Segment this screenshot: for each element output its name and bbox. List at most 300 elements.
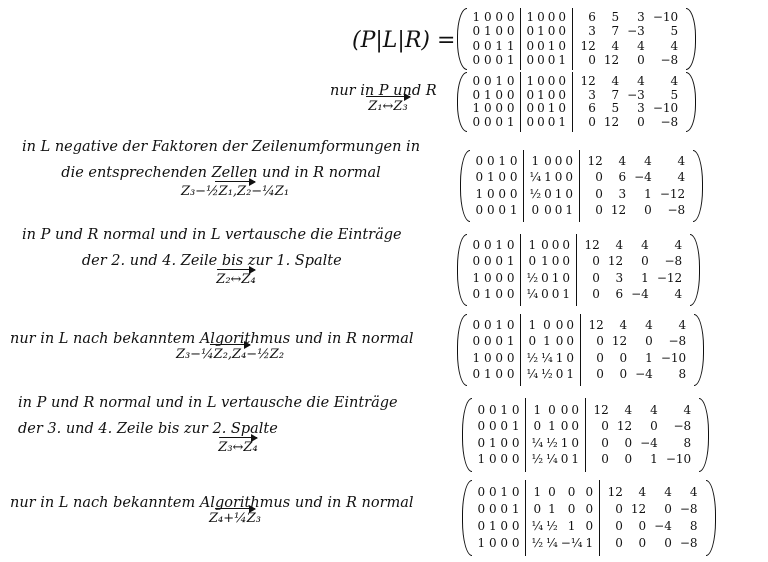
matrix-entry: 0 (554, 202, 563, 217)
step-2-op-text: Z₃−½Z₁,Z₂−¼Z₁ (180, 184, 290, 199)
matrix-entry: 8 (683, 435, 692, 450)
matrix-entry: 0 (547, 52, 556, 67)
matrix-entry: 0 (619, 366, 628, 381)
matrix-entry: 0 (551, 254, 560, 269)
matrix-entry: 12 (603, 52, 620, 67)
arrow-icon (215, 181, 255, 182)
matrix-entry: 0 (526, 115, 535, 130)
step-3-line-1: in P und R normal und in L vertausche die Einträge (22, 227, 402, 243)
arrow-icon (217, 269, 255, 270)
matrix-entry: 0 1 0 0 (475, 170, 518, 185)
matrix-entry: 0 (558, 10, 567, 25)
matrix-entry: 0 (645, 334, 653, 349)
matrix-entry: ¼ (526, 366, 539, 381)
matrix-entry: 5 (611, 10, 620, 25)
matrix-entry: 12 (603, 115, 620, 130)
matrix-entry: 12 (610, 202, 627, 217)
matrix-entry: −4 (635, 366, 653, 381)
step-5-op-text: Z₃↔Z₄ (218, 440, 258, 455)
left-parenthesis (457, 8, 467, 70)
matrix-entry: 0 (637, 52, 645, 67)
matrix-entry: 12 (616, 419, 633, 434)
matrix-entry: 0 (533, 502, 542, 516)
matrix-entry: 0 1 0 0 (472, 366, 515, 381)
matrix-entry: 0 (537, 10, 545, 25)
permutation-block (467, 234, 520, 306)
matrix-entry: 4 (674, 286, 683, 301)
matrix-entry: 5 (670, 87, 679, 102)
matrix-entry: 4 (641, 238, 649, 253)
matrix-entry: 4 (683, 402, 692, 417)
matrix-entry: 1 0 0 0 (472, 10, 515, 25)
matrix-entry: 0 (566, 318, 575, 333)
matrix-entry: ½ (526, 350, 539, 365)
matrix-entry: ¼ (541, 350, 553, 365)
matrix-entry: 0 (585, 485, 594, 499)
matrix-entry: −3 (627, 24, 645, 39)
matrix-entry: 3 (618, 186, 627, 201)
matrix-entry: 0 (664, 502, 672, 516)
matrix-entry: 1 (526, 10, 535, 25)
step-1-operation (360, 96, 416, 114)
arrow-icon (219, 437, 257, 438)
step-5-operation (200, 437, 276, 455)
matrix-entry: 0 (526, 87, 535, 102)
matrix-entry: 0 (554, 170, 563, 185)
matrix-0 (457, 8, 696, 70)
right-parenthesis (694, 314, 704, 386)
matrix-entry: 0 (615, 536, 623, 550)
matrix-entry: 0 (571, 402, 580, 417)
matrix-entry: 0 (624, 435, 633, 450)
matrix-entry: 0 (543, 318, 551, 333)
matrix-entry: 4 (664, 485, 672, 499)
lower-block (520, 72, 572, 132)
step-3-op-text: Z₂↔Z₄ (216, 272, 256, 287)
matrix-entry: 0 (619, 350, 628, 365)
matrix-entry: 0 (537, 52, 545, 67)
matrix-3 (457, 234, 700, 306)
matrix-entry: 0 (596, 334, 604, 349)
matrix-entry: −8 (660, 52, 679, 67)
matrix-entry: 3 (637, 10, 645, 25)
matrix-entry: 0 (571, 419, 580, 434)
permutation-block (467, 8, 520, 70)
matrix-entry: 1 (562, 286, 571, 301)
matrix-entry: 1 (531, 154, 540, 169)
matrix-entry: 0 (650, 419, 658, 434)
matrix-entry: 0 0 1 0 (475, 154, 518, 169)
left-parenthesis (460, 150, 470, 222)
matrix-entry: 0 (547, 87, 556, 102)
matrix-entry: 0 (537, 38, 545, 53)
matrix-entry: 0 0 0 1 (472, 115, 515, 130)
matrix-entry: 7 (611, 87, 620, 102)
matrix-entry: 0 0 0 1 (472, 334, 515, 349)
matrix-entry: 0 (637, 115, 645, 130)
matrix-entry: 0 (541, 286, 549, 301)
step-2-line-1: in L negative der Faktoren der Zeilenumformungen in (22, 139, 421, 155)
matrix-entry: 4 (650, 402, 658, 417)
matrix-entry: 0 (558, 73, 567, 88)
lower-block (520, 314, 580, 386)
matrix-entry: 1 0 0 0 (477, 536, 520, 550)
matrix-entry: 1 (571, 452, 580, 467)
matrix-entry: 0 (558, 87, 567, 102)
matrix-entry: 0 (601, 452, 609, 467)
matrix-entry: ½ (526, 270, 539, 285)
permutation-block (472, 480, 525, 556)
matrix-entry: 0 0 1 1 (472, 38, 515, 53)
matrix-entry: 6 (588, 101, 596, 116)
right-parenthesis (686, 72, 696, 132)
matrix-entry: 4 (619, 318, 628, 333)
matrix-entry: −12 (659, 186, 686, 201)
matrix-entry: 0 0 0 1 (477, 419, 520, 434)
matrix-entry: 3 (588, 24, 596, 39)
matrix-entry: ¼ (531, 519, 544, 533)
step-2-line-2: die entsprechenden Zellen und in R normal (61, 165, 381, 181)
matrix-entry: 1 (645, 350, 653, 365)
matrix-entry: −10 (665, 452, 692, 467)
matrix-entry: 0 (565, 154, 574, 169)
matrix-entry: 8 (689, 519, 698, 533)
matrix-entry: 0 1 0 0 (477, 435, 520, 450)
matrix-entry: 0 0 0 1 (475, 202, 518, 217)
matrix-entry: 0 0 0 1 (472, 254, 515, 269)
matrix-entry: 1 (533, 402, 542, 417)
matrix-entry: 4 (678, 318, 687, 333)
matrix-entry: 4 (670, 38, 679, 53)
matrix-entry: 12 (580, 73, 596, 88)
matrix-entry: 4 (637, 73, 645, 88)
matrix-entry: 0 (585, 502, 594, 516)
matrix-entry: 0 (562, 270, 571, 285)
matrix-entry: 0 (555, 366, 564, 381)
matrix-entry: 1 (554, 186, 563, 201)
matrix-entry: 0 (548, 485, 556, 499)
matrix-entry: 0 (537, 115, 545, 130)
step-4-operation (155, 344, 305, 362)
permutation-block (470, 150, 523, 222)
matrix-entry: 0 (528, 254, 537, 269)
step-6-line-1: nur in L nach bekanntem Algorithmus und in R normal (10, 495, 414, 511)
step-1-line-1: nur in P und R (330, 83, 437, 99)
matrix-entry: 1 0 0 0 (472, 350, 515, 365)
right-parenthesis (686, 8, 696, 70)
matrix-entry: 6 (615, 286, 624, 301)
matrix-entry: 1 (555, 350, 564, 365)
matrix-entry: 0 (558, 24, 567, 39)
matrix-entry: 12 (580, 38, 596, 53)
matrix-entry: 12 (588, 318, 604, 333)
matrix-entry: 3 (637, 101, 645, 116)
matrix-entry: 0 (615, 502, 623, 516)
matrix-entry: 0 (585, 519, 594, 533)
matrix-entry: 4 (637, 38, 645, 53)
right-parenthesis (690, 234, 700, 306)
matrix-entry: 0 (596, 350, 604, 365)
matrix-1 (457, 72, 696, 132)
matrix-entry: 0 (555, 318, 564, 333)
matrix-entry: 0 (592, 270, 600, 285)
matrix-entry: 1 0 0 0 (477, 452, 520, 467)
permutation-block (467, 314, 520, 386)
result-block (599, 480, 706, 556)
step-5-label (18, 394, 398, 438)
step-3-operation (198, 269, 274, 287)
matrix-entry: 0 (565, 186, 574, 201)
lower-block (525, 480, 599, 556)
matrix-entry: 6 (618, 170, 627, 185)
result-block (572, 72, 687, 132)
matrix-entry: ½ (541, 366, 553, 381)
matrix-entry: 0 (526, 101, 535, 116)
matrix-entry: 0 (566, 350, 575, 365)
lower-block (525, 398, 585, 472)
permutation-block (467, 72, 520, 132)
matrix-entry: 0 (615, 519, 623, 533)
matrix-entry: 4 (624, 402, 633, 417)
step-4-line-1: nur in L nach bekanntem Algorithmus und in R normal (10, 331, 414, 347)
matrix-entry: 12 (587, 154, 603, 169)
matrix-entry: 0 (544, 154, 552, 169)
left-parenthesis (462, 398, 472, 472)
matrix-entry: 1 (558, 115, 567, 130)
matrix-entry: 1 (547, 101, 556, 116)
matrix-entry: −8 (679, 536, 698, 550)
matrix-entry: 1 (565, 202, 574, 217)
step-5-line-2: der 3. und 4. Zeile bis zur 2. Spalte (18, 421, 278, 437)
matrix-entry: 4 (618, 154, 627, 169)
matrix-entry: 0 (638, 519, 647, 533)
matrix-entry: 0 (544, 186, 552, 201)
matrix-entry: 0 (554, 154, 563, 169)
right-parenthesis (706, 480, 716, 556)
matrix-entry: 0 (558, 38, 567, 53)
matrix-entry: ½ (546, 519, 558, 533)
matrix-entry: −10 (652, 101, 679, 116)
matrix-entry: 4 (644, 154, 652, 169)
matrix-entry: ½ (531, 452, 544, 467)
matrix-entry: 0 0 1 0 (477, 402, 520, 417)
matrix-entry: 0 (547, 24, 556, 39)
matrix-entry: 0 (641, 254, 649, 269)
matrix-entry: 0 0 1 0 (472, 238, 515, 253)
matrix-entry: 0 (567, 502, 576, 516)
matrix-entry: 4 (689, 485, 698, 499)
matrix-entry: 0 (638, 536, 647, 550)
permutation-block (472, 398, 525, 472)
matrix-entry: 0 (541, 270, 549, 285)
matrix-entry: −8 (673, 419, 692, 434)
matrix-entry: −8 (660, 115, 679, 130)
matrix-entry: 1 (585, 536, 594, 550)
matrix-entry: 0 1 0 0 (477, 519, 520, 533)
matrix-entry: −4 (654, 519, 672, 533)
matrix-entry: −8 (668, 334, 687, 349)
matrix-entry: 0 (541, 238, 549, 253)
matrix-entry: 5 (670, 24, 679, 39)
matrix-entry: 0 (624, 452, 633, 467)
matrix-entry: 4 (670, 73, 679, 88)
matrix-entry: 0 0 1 0 (472, 73, 515, 88)
result-block (576, 234, 691, 306)
matrix-entry: −¼ (560, 536, 583, 550)
matrix-entry: 3 (615, 270, 624, 285)
matrix-entry: 0 (601, 419, 609, 434)
matrix-entry: 4 (638, 485, 647, 499)
matrix-entry: 1 (551, 270, 560, 285)
matrix-entry: 0 (531, 202, 540, 217)
matrix-entry: 0 (526, 24, 535, 39)
step-2-operation (160, 181, 310, 199)
matrix-entry: 0 (601, 435, 609, 450)
matrix-entry: 0 (566, 334, 575, 349)
matrix-entry: 0 (567, 485, 576, 499)
matrix-entry: 4 (677, 170, 686, 185)
matrix-entry: −3 (627, 87, 645, 102)
matrix-entry: 0 0 1 0 (472, 318, 515, 333)
left-parenthesis (457, 72, 467, 132)
matrix-entry: 6 (588, 10, 596, 25)
matrix-entry: 0 (592, 286, 600, 301)
left-parenthesis (462, 480, 472, 556)
matrix-entry: 0 0 0 1 (472, 52, 515, 67)
matrix-entry: 0 (555, 334, 564, 349)
matrix-entry: 0 (551, 286, 560, 301)
matrix-entry: −10 (652, 10, 679, 25)
matrix-entry: 0 (644, 202, 652, 217)
matrix-entry: ½ (529, 186, 542, 201)
matrix-entry: 0 (571, 435, 580, 450)
matrix-entry: 1 (567, 519, 576, 533)
matrix-entry: 1 (560, 435, 569, 450)
arrow-icon (210, 344, 250, 345)
matrix-entry: 0 (592, 254, 600, 269)
left-parenthesis (457, 314, 467, 386)
matrix-entry: ¼ (526, 286, 539, 301)
result-block (580, 314, 695, 386)
matrix-entry: 1 (641, 270, 649, 285)
matrix-entry: 0 (588, 52, 596, 67)
matrix-entry: 0 1 0 0 (472, 87, 515, 102)
arrow-icon (215, 508, 255, 509)
matrix-entry: 12 (593, 402, 609, 417)
lower-block (520, 8, 572, 70)
step-6-op-text: Z₄+¼Z₃ (209, 511, 261, 526)
matrix-entry: 1 (548, 419, 556, 434)
matrix-entry: 0 (560, 452, 569, 467)
matrix-2 (460, 150, 703, 222)
matrix-entry: −8 (667, 202, 686, 217)
matrix-entry: 4 (611, 38, 620, 53)
matrix-5 (462, 398, 709, 472)
matrix-entry: 0 (526, 52, 535, 67)
step-5-line-1: in P und R normal und in L vertausche die Einträge (18, 395, 398, 411)
lower-block (523, 150, 579, 222)
matrix-entry: 0 (537, 101, 545, 116)
matrix-entry: 4 (674, 238, 683, 253)
matrix-entry: 4 (645, 318, 653, 333)
matrix-entry: 7 (611, 24, 620, 39)
matrix-entry: 1 (650, 452, 658, 467)
matrix-entry: 12 (630, 502, 647, 516)
step-3-line-2: der 2. und 4. Zeile bis zur 1. Spalte (81, 253, 342, 269)
equation-label: (P|L|R) = (352, 28, 456, 53)
step-1-op-text: Z₁↔Z₃ (368, 99, 408, 114)
matrix-entry: ¼ (546, 536, 558, 550)
matrix-entry: 1 (537, 87, 545, 102)
matrix-entry: 0 (537, 73, 545, 88)
arrow-icon (366, 96, 410, 97)
matrix-entry: 12 (611, 334, 628, 349)
matrix-entry: 1 (548, 502, 556, 516)
result-block (572, 8, 687, 70)
result-block (585, 398, 700, 472)
right-parenthesis (693, 150, 703, 222)
matrix-entry: −8 (664, 254, 683, 269)
matrix-entry: 1 (533, 485, 542, 499)
matrix-entry: 0 (565, 170, 574, 185)
matrix-6 (462, 480, 716, 556)
matrix-entry: 0 (595, 170, 603, 185)
matrix-entry: ¼ (529, 170, 542, 185)
result-block (579, 150, 694, 222)
right-parenthesis (699, 398, 709, 472)
matrix-entry: 0 1 0 0 (472, 24, 515, 39)
matrix-entry: 0 (526, 38, 535, 53)
matrix-entry: 0 (528, 334, 537, 349)
matrix-entry: 12 (584, 238, 600, 253)
matrix-entry: 1 (544, 170, 552, 185)
matrix-4 (457, 314, 704, 386)
matrix-entry: 1 (566, 366, 575, 381)
matrix-entry: 1 (644, 186, 652, 201)
matrix-entry: 1 (541, 254, 549, 269)
matrix-entry: 0 0 0 1 (477, 502, 520, 516)
matrix-entry: 0 (533, 419, 542, 434)
matrix-entry: ½ (531, 536, 544, 550)
matrix-entry: 0 (596, 366, 604, 381)
matrix-entry: 0 (588, 115, 596, 130)
matrix-entry: ¼ (531, 435, 544, 450)
matrix-entry: 1 0 0 0 (475, 186, 518, 201)
matrix-entry: 1 (543, 334, 551, 349)
matrix-entry: 1 (528, 238, 537, 253)
matrix-entry: ½ (546, 435, 558, 450)
matrix-entry: 1 0 0 0 (472, 101, 515, 116)
left-parenthesis (457, 234, 467, 306)
matrix-entry: 8 (678, 366, 687, 381)
matrix-entry: 1 (526, 73, 535, 88)
matrix-entry: 0 (551, 238, 560, 253)
step-4-op-text: Z₃−¼Z₂,Z₄−½Z₂ (175, 347, 285, 362)
lower-block (520, 234, 576, 306)
step-3-label (22, 226, 402, 270)
step-2-label (22, 138, 420, 182)
matrix-entry: 0 (562, 254, 571, 269)
matrix-entry: −4 (634, 170, 652, 185)
matrix-entry: 1 (558, 52, 567, 67)
matrix-entry: 0 (547, 73, 556, 88)
matrix-entry: −4 (640, 435, 658, 450)
matrix-entry: 0 (562, 238, 571, 253)
matrix-entry: −10 (660, 350, 687, 365)
matrix-entry: 0 (547, 115, 556, 130)
matrix-entry: 5 (611, 101, 620, 116)
matrix-entry: ¼ (546, 452, 558, 467)
